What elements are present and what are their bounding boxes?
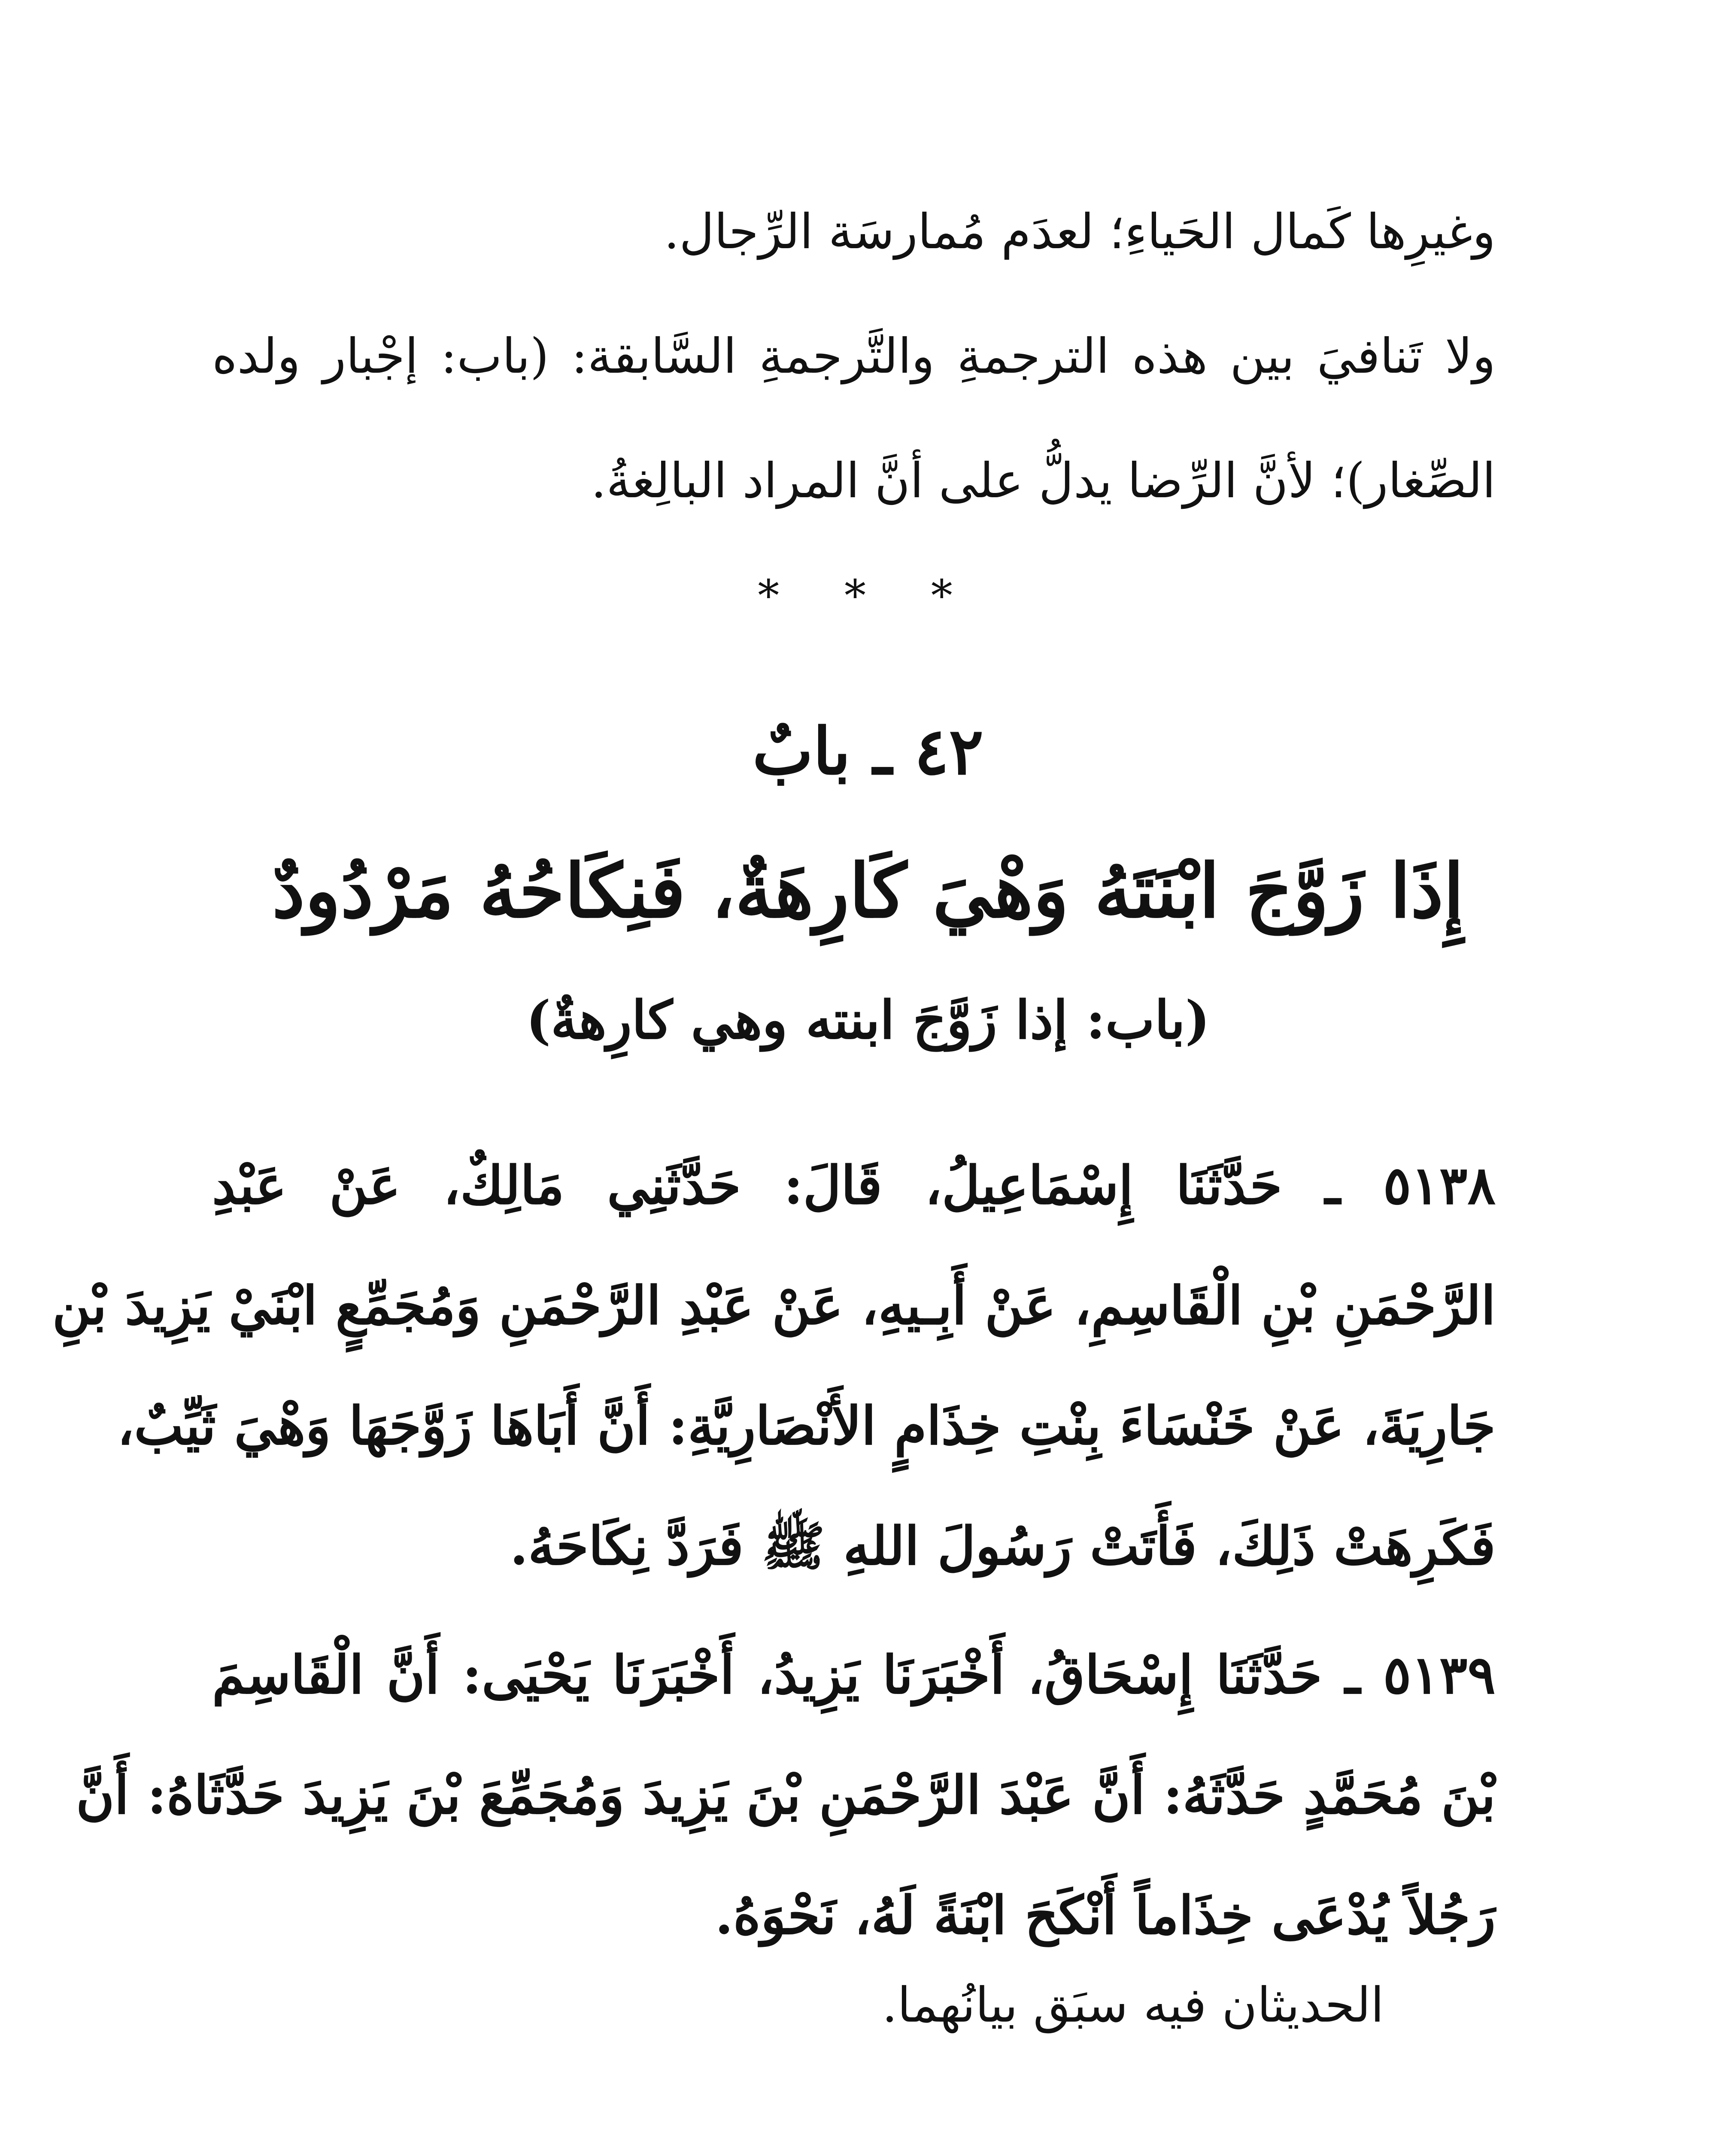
hadith-line: فَكَرِهَتْ ذَلِكَ، فَأَتَتْ رَسُولَ اللهِ ﷺ فَرَدَّ نِكَاحَهُ. (510, 1515, 1496, 1577)
intro-paragraph (212, 170, 1496, 543)
commentary-note: الحديثان فيه سبَق بيانُهما. (882, 1977, 1384, 2033)
intro-line: الصِّغار)؛ لأنَّ الرِّضا يدلُّ على أنَّ المراد البالِغةُ. (591, 453, 1496, 509)
separator-stars-top: * * * (758, 571, 978, 621)
hadith-line: ٥١٣٨ ـ حَدَّثَنَا إِسْمَاعِيلُ، قَالَ: حَدَّثَنِي مَالِكٌ، عَنْ عَبْدِ (212, 1154, 1496, 1216)
hadith-line: ٥١٣٩ ـ حَدَّثَنَا إِسْحَاقُ، أَخْبَرَنَا يَزِيدُ، أَخْبَرَنَا يَحْيَى: أَنَّ الْقَاسِمَ (212, 1644, 1496, 1706)
hadith-5138 (52, 1125, 1496, 1606)
hadith-line: بْنَ مُحَمَّدٍ حَدَّثَهُ: أَنَّ عَبْدَ الرَّحْمَنِ بْنَ يَزِيدَ وَمُجَمِّعَ بْنَ يَزِيدَ حَدَّثَاهُ: أَنَّ (76, 1764, 1496, 1826)
chapter-title: إِذَا زَوَّجَ ابْنَتَهُ وَهْيَ كَارِهَةٌ، فَنِكَاحُهُ مَرْدُودٌ (272, 847, 1464, 934)
intro-line: ولا تَنافيَ بين هذه الترجمةِ والتَّرجمةِ السَّابقة: (باب: إجْبار ولده (212, 328, 1496, 384)
hadith-5139 (76, 1615, 1496, 1975)
hadith-line: الرَّحْمَنِ بْنِ الْقَاسِمِ، عَنْ أَبِـيهِ، عَنْ عَبْدِ الرَّحْمَنِ وَمُجَمِّعٍ ابْنَيْ يَزِيدَ بْنِ (52, 1274, 1496, 1336)
chapter-subtitle: (باب: إذا زَوَّجَ ابنته وهي كارِهةٌ) (526, 989, 1210, 1051)
hadith-line: جَارِيَةَ، عَنْ خَنْسَاءَ بِنْتِ خِذَامٍ الأَنْصَارِيَّةِ: أَنَّ أَبَاهَا زَوَّجَهَا وَهْيَ ثَيِّبٌ، (117, 1395, 1496, 1457)
hadith-line: رَجُلاً يُدْعَى خِذَاماً أَنْكَحَ ابْنَةً لَهُ، نَحْوَهُ. (715, 1884, 1496, 1946)
intro-line: وغيرِها كَمال الحَياءِ؛ لعدَم مُمارسَة الرِّجال. (664, 204, 1496, 260)
chapter-number: ٤٢ ـ بابٌ (752, 714, 984, 789)
